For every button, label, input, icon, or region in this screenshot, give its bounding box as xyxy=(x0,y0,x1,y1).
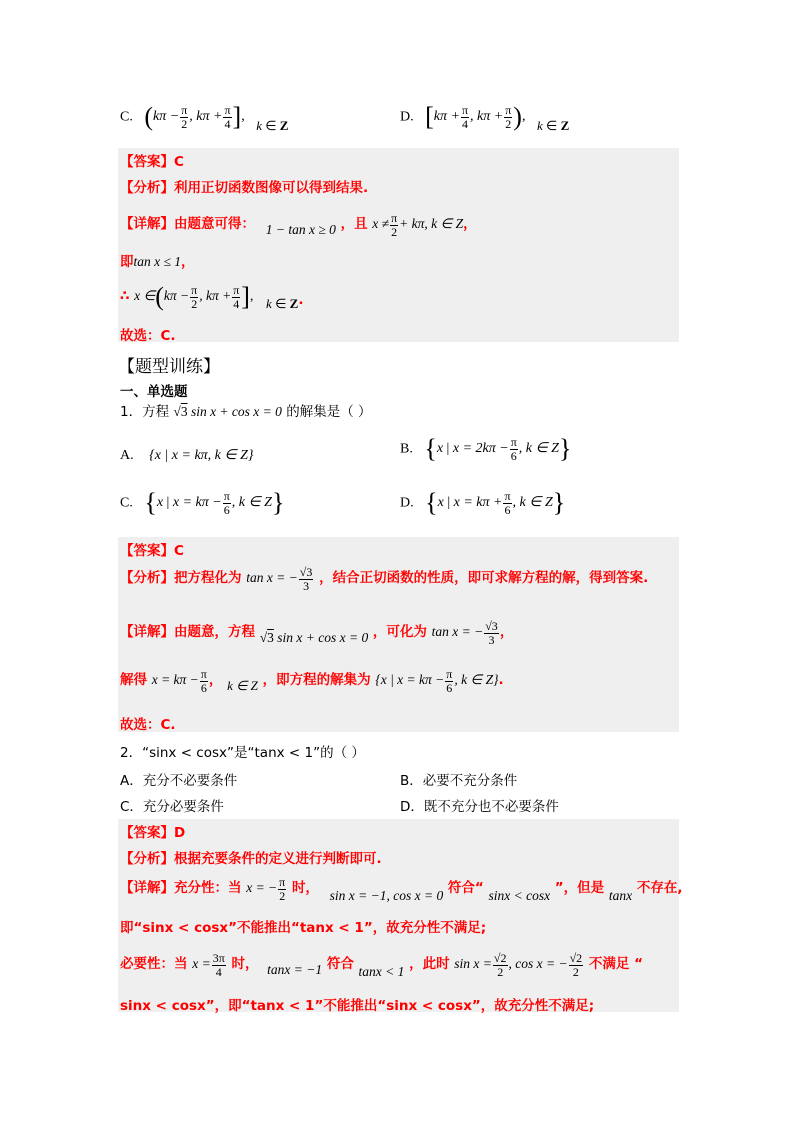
detail-1-line3: ∴ x ∈(kπ − $\frac{\pi}{2}$ , kπ + $\frac{\pi}{4}$ ], k ∈ Z. xyxy=(120,282,304,312)
subsection-title: 一、单选题 xyxy=(120,384,188,400)
detail-3-line4: sinx < cosx”，即“tanx < 1”不能推出“sinx < cosx”，故充分性不满足; xyxy=(120,998,595,1014)
q1-option-a[interactable]: A. {x | x = kπ, k ∈ Z} xyxy=(120,448,254,463)
choose-2: 故选：C. xyxy=(120,717,176,733)
option-c-top: C. (kπ − $\frac{\pi}{2}$ , kπ + $\frac{\pi}{4}$ ], k ∈ Z xyxy=(120,102,289,134)
analysis-3: 【分析】根据充要条件的定义进行判断即可. xyxy=(120,851,382,867)
q1-option-d[interactable]: D. {x | x = kπ + $\frac{\pi}{6}$ , k ∈ Z} xyxy=(400,488,566,518)
detail-2: 【详解】由题意，方程 √3 sin x + cos x = 0 ，可化为 tan x = − $\frac{√3}{3}$ ， xyxy=(120,619,514,647)
answer-label-2: 【答案】C xyxy=(120,543,184,559)
section-title: 【题型训练】 xyxy=(118,357,220,377)
q2-option-c[interactable]: C．充分必要条件 xyxy=(120,799,224,815)
q2-option-a[interactable]: A．充分不必要条件 xyxy=(120,773,238,789)
answer-label-3: 【答案】D xyxy=(120,825,186,841)
detail-1: 【详解】由题意可得： 1 − tan x ≥ 0 ，且 x ≠ $\frac{\pi}{2}$ + kπ, k ∈ Z， xyxy=(120,211,477,239)
answer-label-1: 【答案】C xyxy=(120,154,184,170)
detail-3-line1: 【详解】充分性：当 x = − $\frac{\pi}{2}$ 时， sin x = −1, cos x = 0 符合“ sinx < cosx ”，但是 tanx 不存在, xyxy=(120,875,683,904)
q2-option-d[interactable]: D．既不充分也不必要条件 xyxy=(400,799,559,815)
choose-1: 故选：C. xyxy=(120,328,176,344)
detail-1-line2: 即tan x ≤ 1， xyxy=(120,254,195,270)
question-1-stem: 1．方程 √3 sin x + cos x = 0 的解集是（ ） xyxy=(120,404,372,420)
detail-2-line2: 解得 x = kπ − $\frac{\pi}{6}$ ， k ∈ Z ，即方程的解集为 {x | x = kπ − $\frac{\pi}{6}$ , k ∈ Z}. xyxy=(120,667,504,695)
q2-option-b[interactable]: B．必要不充分条件 xyxy=(400,773,518,789)
analysis-1: 【分析】利用正切函数图像可以得到结果. xyxy=(120,180,369,196)
detail-3-line2: 即“sinx < cosx”不能推出“tanx < 1”，故充分性不满足; xyxy=(120,920,487,936)
question-2-stem: 2．“sinx < cosx”是“tanx < 1”的（ ） xyxy=(120,745,365,761)
q1-option-c[interactable]: C. {x | x = kπ − $\frac{\pi}{6}$ , k ∈ Z} xyxy=(120,488,285,518)
q1-option-b[interactable]: B. {x | x = 2kπ − $\frac{\pi}{6}$ , k ∈ Z} xyxy=(400,434,572,464)
detail-3-line3: 必要性：当 x = $\frac{3\pi}{4}$ 时， tanx = −1 符合 tanx < 1 ，此时 sin x = $\frac{√2}{2}$ , cos x = − $\frac{√2}{2}$ 不满足 “ xyxy=(120,951,643,980)
analysis-2: 【分析】把方程化为 tan x = − $\frac{√3}{3}$ ，结合正切函数的性质，即可求解方程的解，得到答案. xyxy=(120,565,649,593)
option-d-top: D. [kπ + $\frac{\pi}{4}$ , kπ + $\frac{\pi}{2}$ ), k ∈ Z xyxy=(400,102,570,134)
